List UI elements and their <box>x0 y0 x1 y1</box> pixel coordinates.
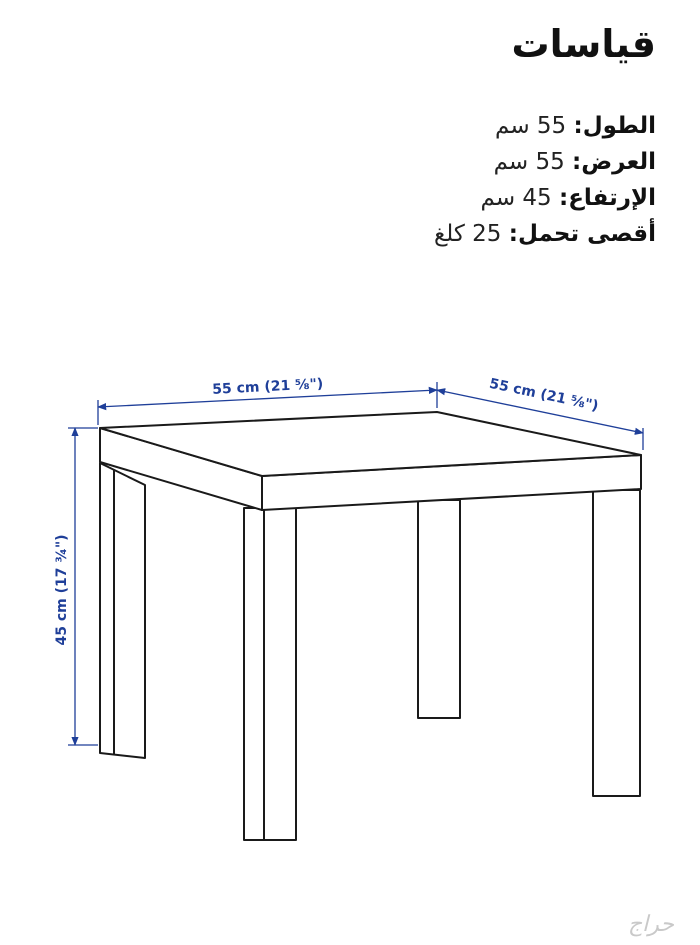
table-leg-left <box>100 463 145 758</box>
height-dimension-label: 45 cm (17 ¾") <box>54 534 70 646</box>
spec-width-label: العرض: <box>572 149 656 175</box>
spec-length-value: 55 سم <box>495 113 567 139</box>
side-table-illustration <box>100 412 641 840</box>
spec-height-label: الإرتفاع: <box>559 185 656 211</box>
spec-max-load-label: أقصى تحمل: <box>508 221 656 247</box>
page-title: قياسات <box>511 22 656 66</box>
spec-max-load-value: 25 كلغ <box>434 221 502 247</box>
table-leg-back-right <box>593 490 640 796</box>
spec-width-value: 55 سم <box>493 149 565 175</box>
length-dimension-label: 55 cm (21 ⅝") <box>211 376 324 398</box>
table-leg-back-left <box>418 500 460 718</box>
width-dimension-label: 55 cm (21 ⅝") <box>487 375 600 415</box>
watermark-logo: حراج <box>627 912 674 937</box>
table-leg-front <box>244 508 296 840</box>
spec-height-value: 45 سم <box>480 185 552 211</box>
spec-length-label: الطول: <box>573 113 656 139</box>
